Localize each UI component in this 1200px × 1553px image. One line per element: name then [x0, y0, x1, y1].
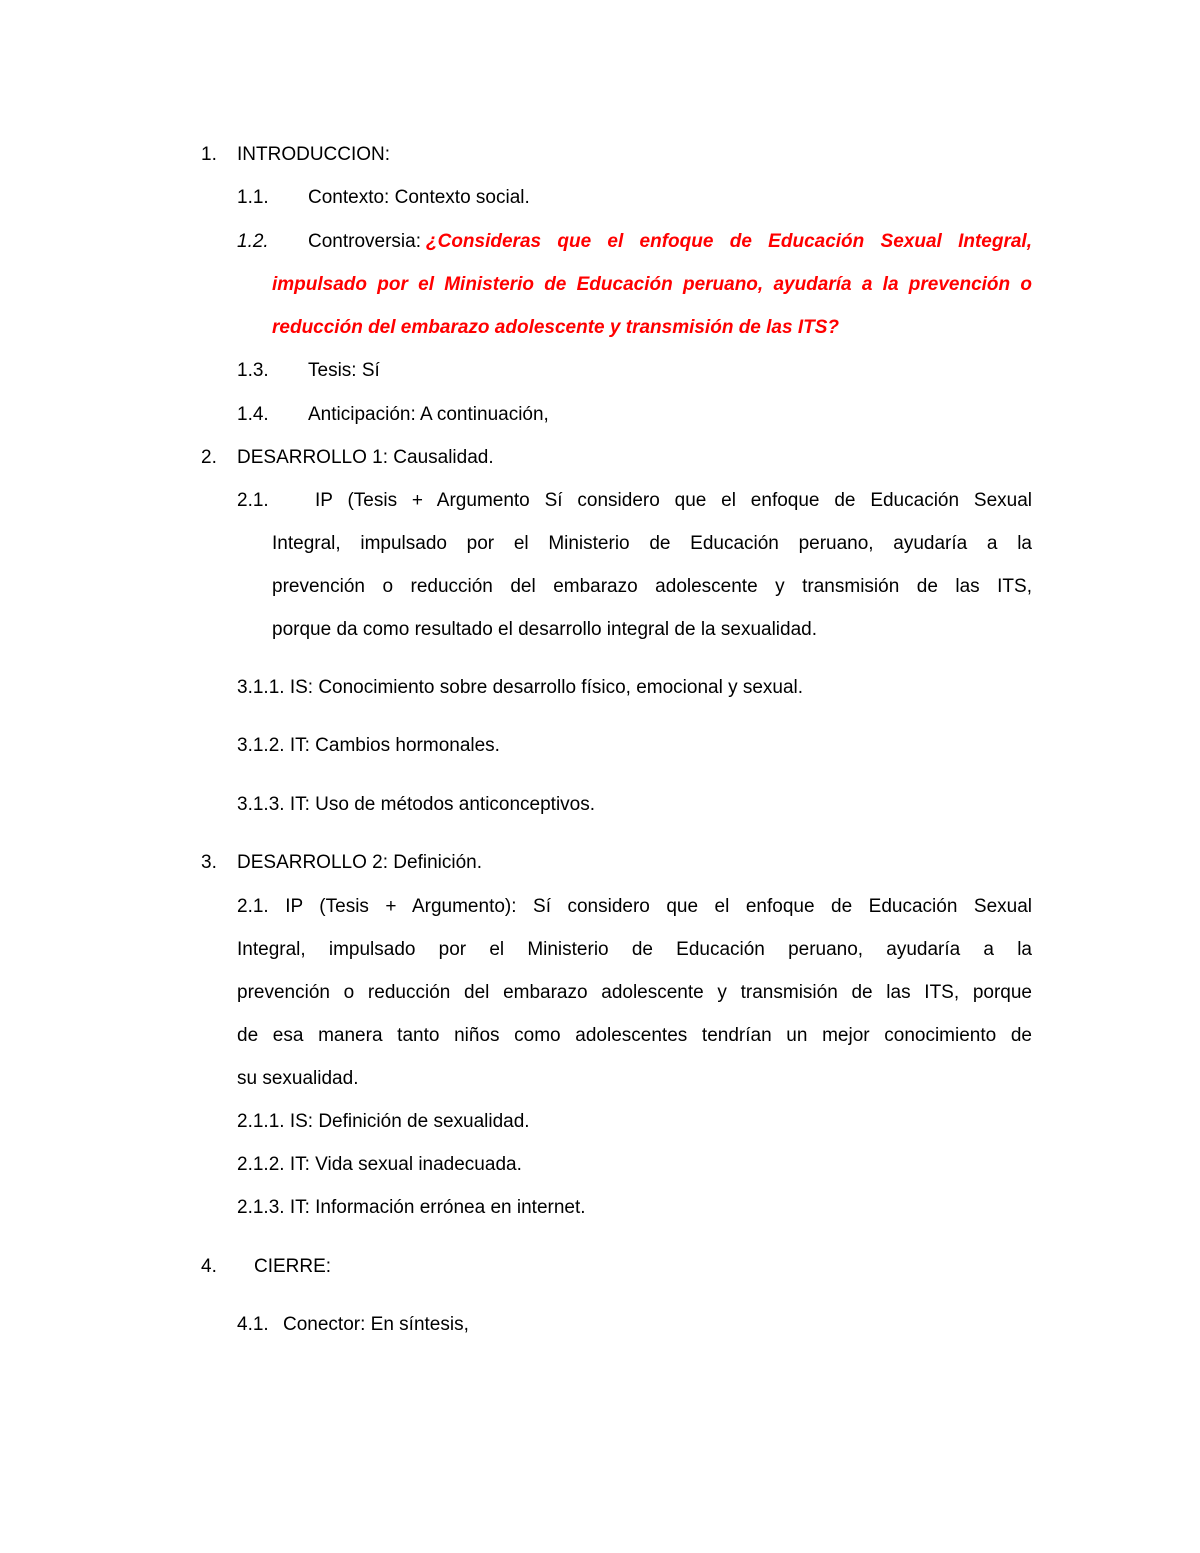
item-anticipacion: Anticipación: A continuación,: [308, 404, 549, 425]
desarrollo2-ip-line4: de esa manera tanto niños como adolescentes tendrían un mejor conocimiento de: [237, 1025, 1032, 1046]
section-number: 4.: [201, 1256, 217, 1277]
desarrollo2-ip-line5: su sexualidad.: [237, 1068, 359, 1089]
item-number: 1.3.: [237, 360, 269, 381]
desarrollo1-sub-it1: 3.1.2. IT: Cambios hormonales.: [237, 735, 500, 756]
section-title-cierre: CIERRE:: [254, 1256, 332, 1277]
desarrollo1-ip-line4: porque da como resultado el desarrollo integral de la sexualidad.: [272, 619, 818, 640]
section-title-desarrollo2: DESARROLLO 2: Definición.: [237, 852, 482, 873]
controversia-question-line2: impulsado por el Ministerio de Educación peruano, ayudaría a la prevención o: [272, 274, 1032, 295]
item-number: 1.1.: [237, 187, 269, 208]
item-number: 1.2.: [237, 231, 269, 252]
desarrollo2-sub-is: 2.1.1. IS: Definición de sexualidad.: [237, 1111, 530, 1132]
controversia-label: Controversia:: [308, 231, 421, 252]
desarrollo1-ip-line3: prevención o reducción del embarazo adolescente y transmisión de las ITS,: [272, 576, 1032, 597]
controversia-question-line3: reducción del embarazo adolescente y transmisión de las ITS?: [272, 317, 840, 338]
desarrollo1-sub-is: 3.1.1. IS: Conocimiento sobre desarrollo físico, emocional y sexual.: [237, 677, 804, 698]
item-number: 1.4.: [237, 404, 269, 425]
item-contexto: Contexto: Contexto social.: [308, 187, 530, 208]
desarrollo2-ip-line2: Integral, impulsado por el Ministerio de Educación peruano, ayudaría a la: [237, 939, 1032, 960]
section-title-desarrollo1: DESARROLLO 1: Causalidad.: [237, 447, 494, 468]
controversia-question-line1: ¿Consideras que el enfoque de Educación Sexual Integral,: [426, 231, 1032, 252]
section-number: 1.: [201, 144, 217, 165]
desarrollo2-sub-it1: 2.1.2. IT: Vida sexual inadecuada.: [237, 1154, 522, 1175]
desarrollo2-sub-it2: 2.1.3. IT: Información errónea en internet.: [237, 1197, 586, 1218]
desarrollo1-ip-line2: Integral, impulsado por el Ministerio de Educación peruano, ayudaría a la: [272, 533, 1032, 554]
desarrollo1-sub-it2: 3.1.3. IT: Uso de métodos anticonceptivos.: [237, 794, 596, 815]
section-number: 3.: [201, 852, 217, 873]
item-controversia: [308, 230, 1032, 254]
item-number: 4.1.: [237, 1314, 269, 1335]
desarrollo2-ip-line3: prevención o reducción del embarazo adolescente y transmisión de las ITS, porque: [237, 982, 1032, 1003]
section-number: 2.: [201, 447, 217, 468]
section-title-introduccion: INTRODUCCION:: [237, 144, 391, 165]
item-conector: Conector: En síntesis,: [283, 1314, 469, 1335]
item-tesis: Tesis: Sí: [308, 360, 380, 381]
desarrollo2-ip-line1: 2.1. IP (Tesis + Argumento): Sí considero que el enfoque de Educación Sexual: [237, 896, 1032, 917]
item-number: 2.1.: [237, 490, 269, 511]
desarrollo1-ip-line1: IP (Tesis + Argumento Sí considero que el enfoque de Educación Sexual: [315, 490, 1032, 511]
